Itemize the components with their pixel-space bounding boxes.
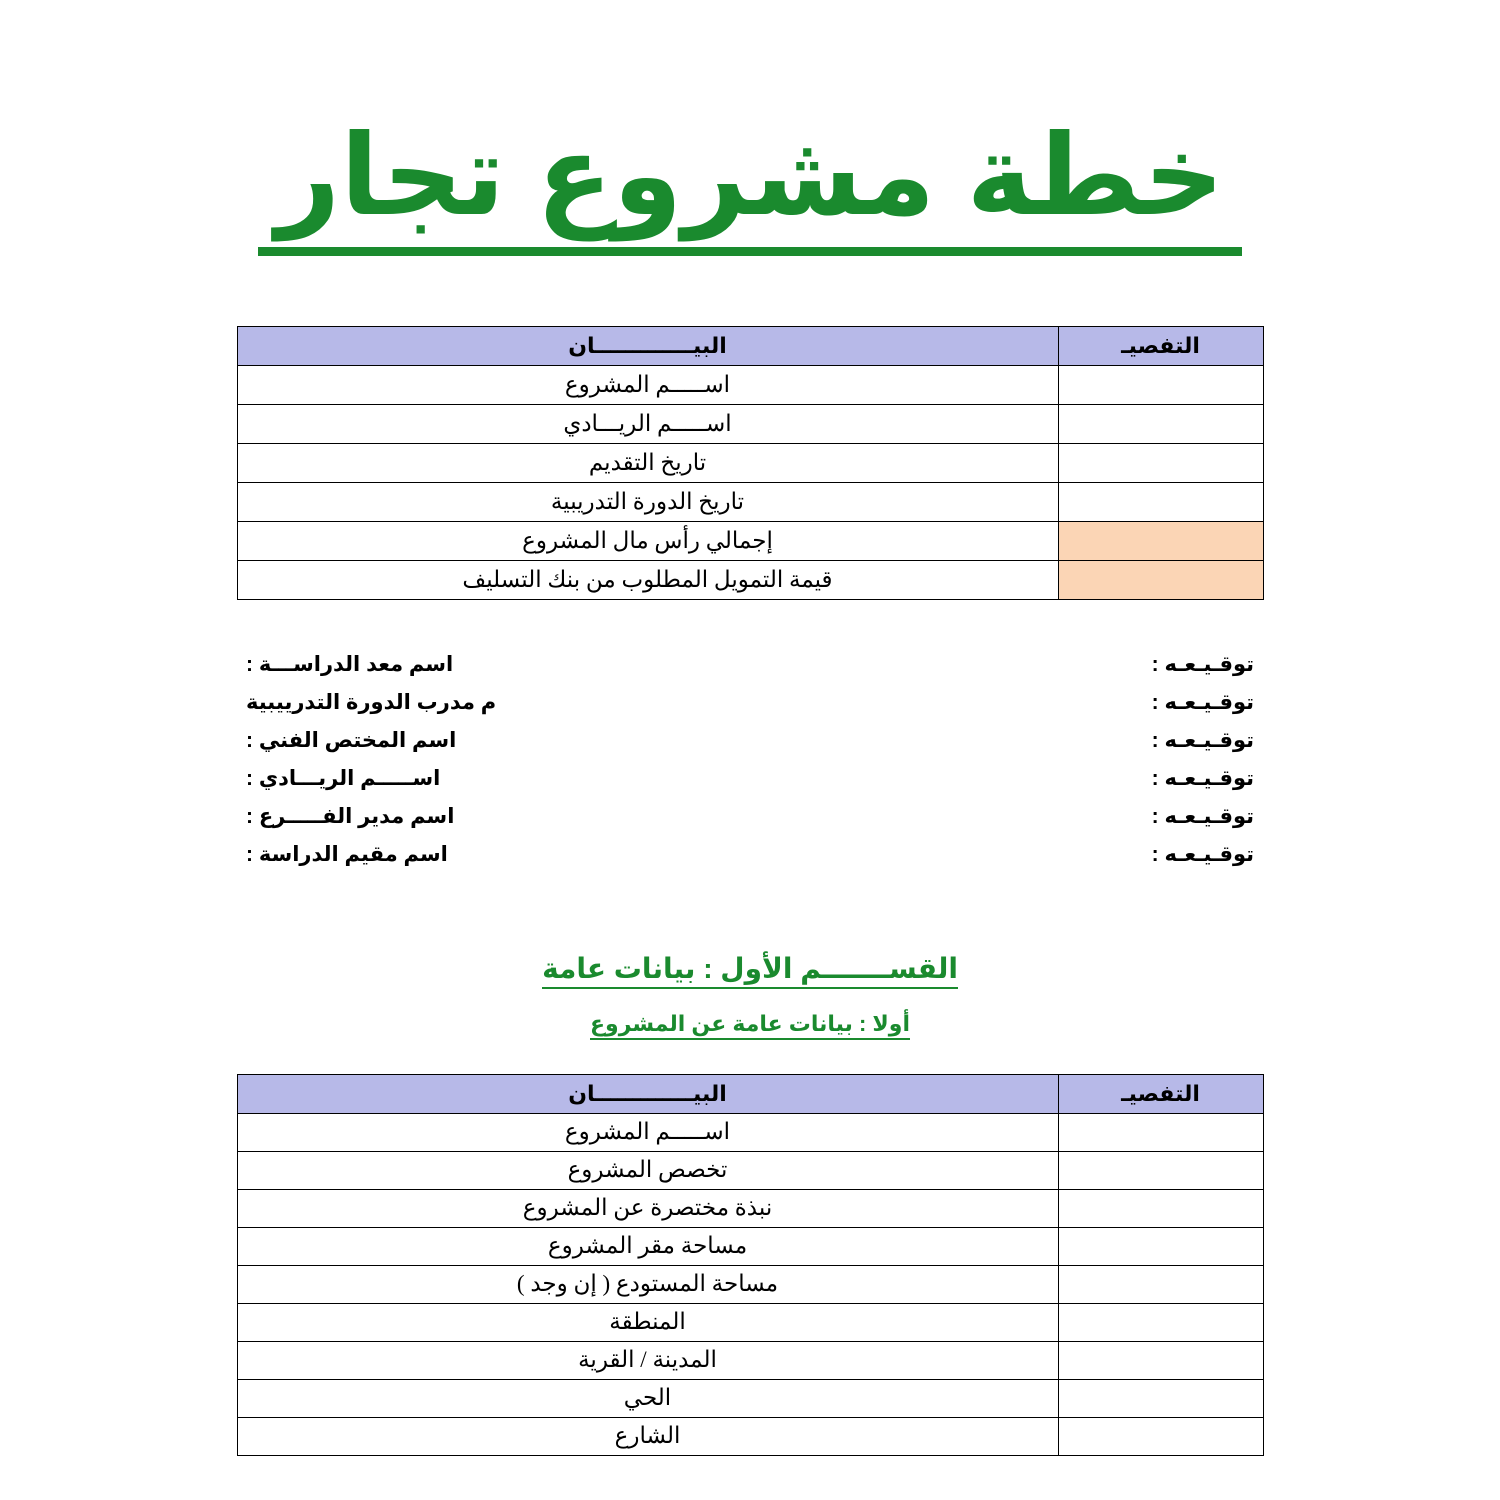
table-row	[237, 365, 1263, 404]
cell-detail[interactable]	[1058, 1151, 1263, 1189]
cell-item-label: الشارع	[237, 1417, 1058, 1455]
signature-role-label: اسم المختص الفني :	[246, 729, 457, 753]
cell-detail[interactable]	[1058, 1113, 1263, 1151]
signature-row	[246, 722, 1254, 760]
signature-role-label: اسم معد الدراســـة :	[246, 653, 454, 677]
table-row	[237, 1341, 1263, 1379]
signature-row	[246, 760, 1254, 798]
cell-item-label: مساحة مقر المشروع	[237, 1227, 1058, 1265]
cell-detail[interactable]	[1058, 560, 1263, 599]
cell-detail[interactable]	[1058, 1227, 1263, 1265]
signature-role-label: م مدرب الدورة التدرييبية	[246, 691, 497, 715]
signature-line-label[interactable]: توقـيـعـه :	[1151, 767, 1254, 791]
summary-table-container	[0, 326, 1500, 600]
cell-detail[interactable]	[1058, 1265, 1263, 1303]
column-header-item: البيـــــــــــــان	[237, 1074, 1058, 1113]
table-row	[237, 1189, 1263, 1227]
signature-line-label[interactable]: توقـيـعـه :	[1151, 653, 1254, 677]
table-row	[237, 443, 1263, 482]
table-header-row	[237, 326, 1263, 365]
cell-item-label: المنطقة	[237, 1303, 1058, 1341]
cell-detail[interactable]	[1058, 1379, 1263, 1417]
cell-detail[interactable]	[1058, 1341, 1263, 1379]
table-row	[237, 521, 1263, 560]
column-header-detail: التفصيـ	[1058, 1074, 1263, 1113]
cell-item-label: قيمة التمويل المطلوب من بنك التسليف	[237, 560, 1058, 599]
cell-item-label: تاريخ الدورة التدريبية	[237, 482, 1058, 521]
title-container	[0, 0, 1500, 256]
subsection-heading-container	[0, 1011, 1500, 1040]
signature-row	[246, 798, 1254, 836]
table-row	[237, 1303, 1263, 1341]
signature-row	[246, 646, 1254, 684]
table-header-row	[237, 1074, 1263, 1113]
cell-item-label: إجمالي رأس مال المشروع	[237, 521, 1058, 560]
table-row	[237, 1227, 1263, 1265]
summary-table	[237, 326, 1264, 600]
general-data-table-body	[237, 1113, 1263, 1455]
summary-table-body	[237, 365, 1263, 599]
cell-detail[interactable]	[1058, 404, 1263, 443]
page-title: خطة مشروع تجار	[258, 112, 1242, 256]
table-row	[237, 1379, 1263, 1417]
general-data-table	[237, 1074, 1264, 1456]
signature-row	[246, 836, 1254, 874]
signature-role-label: اسم مقيم الدراسة :	[246, 843, 448, 867]
cell-item-label: مساحة المستودع ( إن وجد )	[237, 1265, 1058, 1303]
cell-detail[interactable]	[1058, 482, 1263, 521]
cell-item-label: تاريخ التقديم	[237, 443, 1058, 482]
cell-item-label: المدينة / القرية	[237, 1341, 1058, 1379]
table-row	[237, 1417, 1263, 1455]
signature-line-label[interactable]: توقـيـعـه :	[1151, 843, 1254, 867]
signature-block	[246, 646, 1254, 874]
cell-detail[interactable]	[1058, 443, 1263, 482]
table-row	[237, 1265, 1263, 1303]
general-data-table-container	[0, 1074, 1500, 1456]
signature-line-label[interactable]: توقـيـعـه :	[1151, 729, 1254, 753]
cell-item-label: تخصص المشروع	[237, 1151, 1058, 1189]
table-row	[237, 1113, 1263, 1151]
signature-role-label: اســـــم الريـــادي :	[246, 767, 441, 791]
cell-detail[interactable]	[1058, 1417, 1263, 1455]
cell-item-label: اســـــم المشروع	[237, 1113, 1058, 1151]
cell-detail[interactable]	[1058, 1189, 1263, 1227]
cell-detail[interactable]	[1058, 521, 1263, 560]
signature-row	[246, 684, 1254, 722]
cell-item-label: نبذة مختصرة عن المشروع	[237, 1189, 1058, 1227]
table-row	[237, 560, 1263, 599]
signature-role-label: اسم مدير الفـــــرع :	[246, 805, 455, 829]
table-row	[237, 1151, 1263, 1189]
section-heading-container	[0, 952, 1500, 989]
column-header-detail: التفصيـ	[1058, 326, 1263, 365]
signature-line-label[interactable]: توقـيـعـه :	[1151, 805, 1254, 829]
cell-item-label: اســـــم المشروع	[237, 365, 1058, 404]
signature-line-label[interactable]: توقـيـعـه :	[1151, 691, 1254, 715]
cell-item-label: الحي	[237, 1379, 1058, 1417]
cell-detail[interactable]	[1058, 365, 1263, 404]
cell-item-label: اســـــم الريـــادي	[237, 404, 1058, 443]
table-row	[237, 482, 1263, 521]
table-row	[237, 404, 1263, 443]
section-one-subheading: أولا : بيانات عامة عن المشروع	[590, 1011, 910, 1040]
cell-detail[interactable]	[1058, 1303, 1263, 1341]
column-header-item: البيـــــــــــــان	[237, 326, 1058, 365]
section-one-heading: القســـــــم الأول : بيانات عامة	[542, 952, 958, 989]
